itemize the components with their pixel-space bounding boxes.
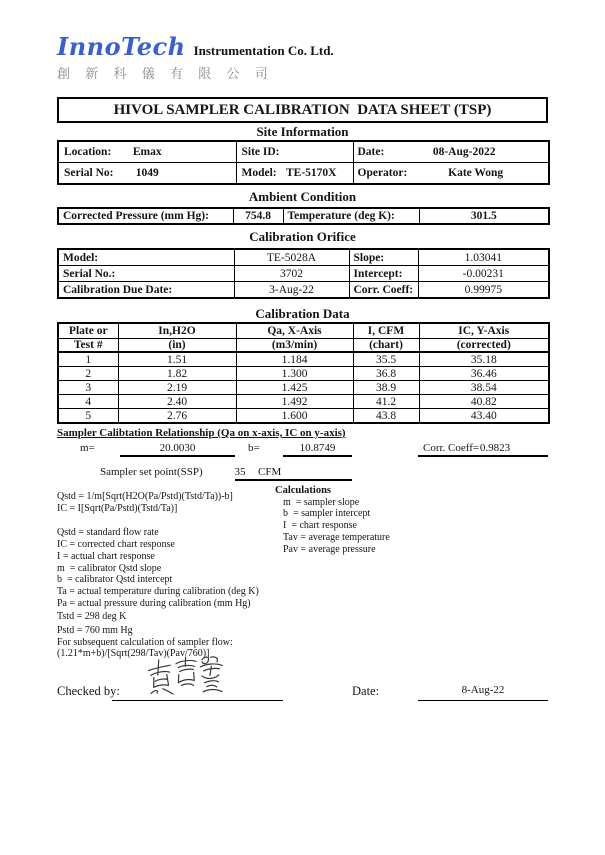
col-header: Plate or: [58, 323, 118, 339]
field-label: Location:: [64, 146, 112, 158]
cell: 2: [58, 367, 118, 381]
cell: 41.2: [353, 395, 419, 409]
col-header-unit: Test #: [58, 339, 118, 353]
field-label: Date:: [357, 146, 385, 158]
formula-line: IC = I[Sqrt(Pa/Pstd)(Tstd/Ta)]: [57, 502, 178, 514]
legend-line: I = chart response: [283, 520, 357, 532]
table-row: [58, 282, 549, 299]
definition-line: Pa = actual pressure during calibration (mm Hg): [57, 597, 251, 609]
cell: 38.54: [419, 381, 549, 395]
company-name: Instrumentation Co. Ltd.: [193, 43, 334, 58]
col-header-unit: (corrected): [419, 339, 549, 353]
cell: 1.425: [236, 381, 353, 395]
legend-line: Pav = average pressure: [283, 543, 376, 555]
definition-line: IC = corrected chart response: [57, 539, 175, 551]
cell: 36.46: [419, 367, 549, 381]
field-value: 08-Aug-2022: [432, 146, 496, 158]
cell: 40.82: [419, 395, 549, 409]
col-header-unit: (chart): [353, 339, 419, 353]
orifice-slope-label: Slope:: [349, 249, 418, 266]
document-title-box: [57, 97, 548, 123]
site-field-location: [58, 141, 236, 163]
table-header-row: [58, 323, 549, 339]
legend-line: b = sampler intercept: [283, 508, 371, 520]
table-row: [58, 381, 549, 395]
date-value: 8-Aug-22: [461, 684, 505, 696]
definition-line: For subsequent calculation of sampler flow:: [57, 636, 233, 648]
orifice-intercept-value: -0.00231: [418, 266, 549, 282]
field-value: Emax: [132, 146, 162, 158]
calculations-heading: Calculations: [275, 485, 332, 496]
cell: 35.5: [353, 352, 419, 367]
site-field-operator: [353, 163, 549, 185]
definition-line: m = calibrator Qstd slope: [57, 562, 162, 574]
orifice-serial-label: Serial No.:: [58, 266, 234, 282]
field-value: TE-5170X: [286, 167, 337, 179]
orifice-corr-coeff-label: Corr. Coeff:: [349, 282, 418, 299]
cell: 2.76: [118, 409, 236, 424]
cell: 43.40: [419, 409, 549, 424]
cell: 43.8: [353, 409, 419, 424]
formula-line: Qstd = 1/m[Sqrt(H2O(Pa/Pstd)(Tstd/Ta))-b]: [57, 491, 233, 502]
definition-line: (1.21*m+b)/[Sqrt(298/Tav)(Pav/760)]: [57, 648, 210, 660]
ambient-temperature-value: 301.5: [419, 208, 549, 224]
cell: 36.8: [353, 367, 419, 381]
col-header: In,H2O: [118, 323, 236, 339]
table-row: [58, 249, 549, 266]
cell: 1.600: [236, 409, 353, 424]
ssp-value: 35: [234, 466, 246, 478]
col-header: Qa, X-Axis: [236, 323, 353, 339]
col-header-unit: (m3/min): [236, 339, 353, 353]
orifice-intercept-label: Intercept:: [349, 266, 418, 282]
cell: 2.19: [118, 381, 236, 395]
cell: 35.18: [419, 352, 549, 367]
cell: 1.184: [236, 352, 353, 367]
cell: 3: [58, 381, 118, 395]
orifice-slope-value: 1.03041: [418, 249, 549, 266]
ssp-underline: [235, 479, 352, 481]
ssp-label: Sampler set point(SSP): [100, 466, 203, 478]
calibration-data-table: [57, 322, 550, 424]
orifice-model-value: TE-5028A: [234, 249, 349, 266]
legend-line: Tav = average temperature: [283, 531, 390, 543]
table-row: [58, 163, 549, 185]
ambient-condition-table: [57, 207, 550, 225]
definition-line: Ta = actual temperature during calibration (deg K): [57, 585, 259, 597]
m-value: 20.0030: [159, 442, 196, 454]
field-label: Model:: [241, 167, 277, 179]
site-field-site-id: [236, 141, 353, 163]
table-row: [58, 266, 549, 282]
definition-line: I = actual chart response: [57, 550, 155, 562]
corr-coeff-label: Corr. Coeff=: [423, 442, 480, 454]
corr-coeff-value: 0.9823: [479, 442, 511, 454]
calculations-legend: [275, 485, 455, 555]
company-name-chinese: 創 新 科 儀 有 限 公 司: [57, 66, 274, 81]
col-header: IC, Y-Axis: [419, 323, 549, 339]
cell: 1.492: [236, 395, 353, 409]
cell: 1.300: [236, 367, 353, 381]
cell: 4: [58, 395, 118, 409]
definition-line: Tstd = 298 deg K: [57, 611, 127, 623]
logo: [57, 32, 334, 82]
checked-by-underline: [112, 700, 283, 701]
b-value: 10.8749: [299, 442, 336, 454]
definition-line: Pstd = 760 mm Hg: [57, 625, 133, 637]
ambient-pressure-value: 754.8: [233, 208, 283, 224]
calibration-orifice-heading: Calibration Orifice: [249, 229, 356, 244]
date-label: Date:: [352, 684, 380, 698]
orifice-due-date-value: 3-Aug-22: [234, 282, 349, 299]
definition-line: Qstd = standard flow rate: [57, 527, 159, 539]
date-underline: [418, 700, 548, 701]
cell: 1.82: [118, 367, 236, 381]
orifice-due-date-label: Calibration Due Date:: [58, 282, 234, 299]
calibration-data-heading: Calibration Data: [255, 306, 350, 321]
field-value: Kate Wong: [448, 167, 504, 179]
col-header-unit: (in): [118, 339, 236, 353]
cell: 1.51: [118, 352, 236, 367]
corr-coeff-underline: [418, 455, 548, 457]
orifice-serial-value: 3702: [234, 266, 349, 282]
calibration-orifice-table: [57, 248, 550, 299]
table-row: [58, 367, 549, 381]
m-underline: [120, 455, 235, 457]
brand-name: InnoTech: [57, 32, 186, 61]
cell: 5: [58, 409, 118, 424]
b-label: b=: [248, 442, 260, 454]
cell: 38.9: [353, 381, 419, 395]
field-label: Site ID:: [241, 146, 280, 158]
table-header-row: [58, 339, 549, 353]
table-row: [58, 395, 549, 409]
site-field-serial-no: [58, 163, 236, 185]
table-row: [58, 208, 549, 224]
signature-handwriting: [146, 654, 228, 700]
field-label: Serial No:: [64, 167, 114, 179]
site-information-table: [57, 140, 550, 185]
definition-line: b = calibrator Qstd intercept: [57, 574, 173, 586]
site-information-heading: Site Information: [256, 124, 349, 139]
field-label: Operator:: [357, 167, 408, 179]
table-row: [58, 352, 549, 367]
ambient-temperature-label: Temperature (deg K):: [283, 208, 419, 224]
field-value: 1049: [135, 167, 159, 179]
table-row: [58, 141, 549, 163]
legend-line: m = sampler slope: [283, 496, 360, 508]
m-label: m=: [80, 442, 95, 454]
orifice-model-label: Model:: [58, 249, 234, 266]
document-title: HIVOL SAMPLER CALIBRATION DATA SHEET (TSP): [113, 101, 492, 118]
site-field-date: [353, 141, 549, 163]
site-field-model: [236, 163, 353, 185]
relationship-heading: Sampler Calibtation Relationship (Qa on x-axis, IC on y-axis): [57, 427, 346, 439]
table-row: [58, 409, 549, 424]
col-header: I, CFM: [353, 323, 419, 339]
ambient-pressure-label: Corrected Pressure (mm Hg):: [58, 208, 233, 224]
cell: 2.40: [118, 395, 236, 409]
orifice-corr-coeff-value: 0.99975: [418, 282, 549, 299]
ssp-unit: CFM: [258, 466, 282, 478]
checked-by-label: Checked by:: [57, 684, 120, 698]
b-underline: [283, 455, 352, 457]
cell: 1: [58, 352, 118, 367]
ambient-condition-heading: Ambient Condition: [248, 189, 357, 204]
